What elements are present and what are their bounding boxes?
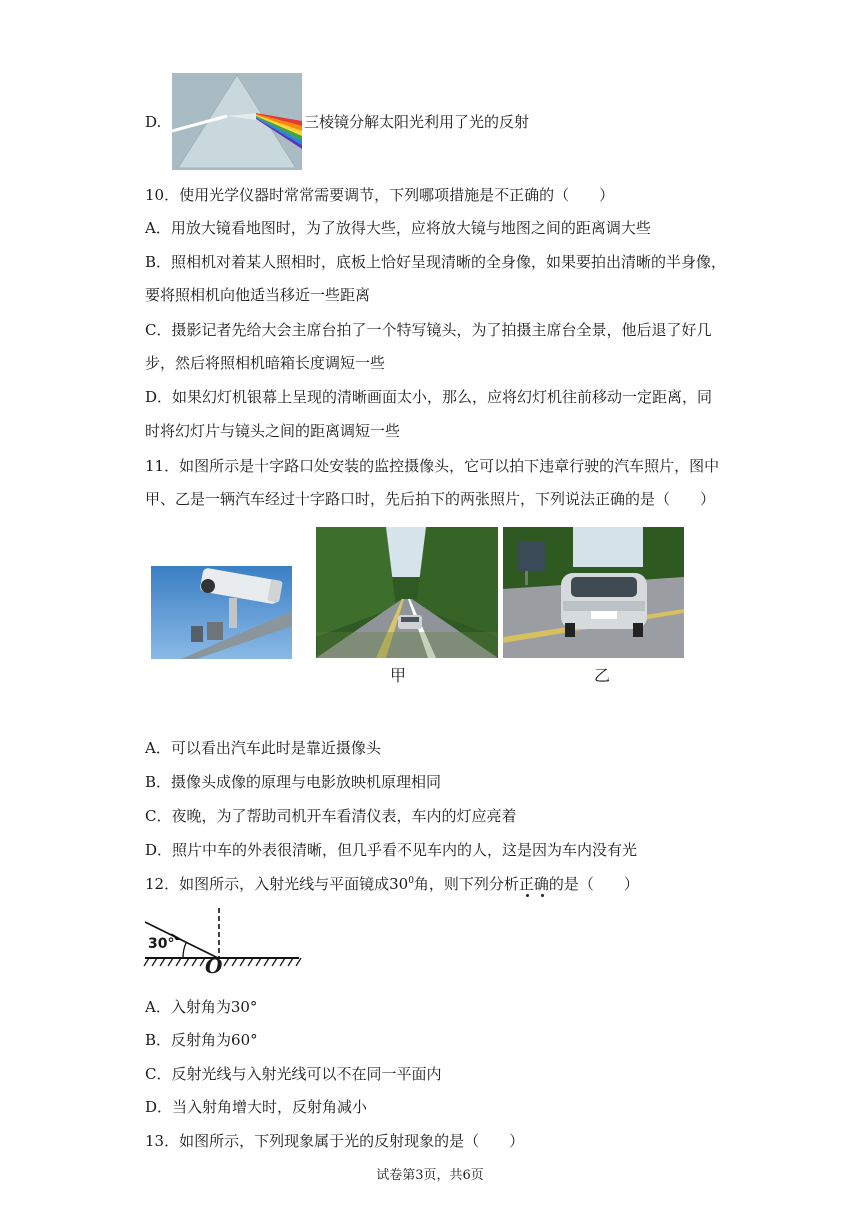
prism-dispersion-image xyxy=(172,73,302,170)
q11-stem-line1: 11．如图所示是十字路口处安装的监控摄像头，它可以拍下违章行驶的汽车照片，图中 xyxy=(145,457,720,475)
q10-option-a: A．用放大镜看地图时，为了放得大些，应将放大镜与地图之间的距离调大些 xyxy=(145,219,651,237)
q11-option-c: C．夜晚，为了帮助司机开车看清仪表，车内的灯应亮着 xyxy=(145,807,517,825)
q12-option-a: A．入射角为30° xyxy=(145,998,258,1016)
q11-option-b: B．摄像头成像的原理与电影放映机原理相同 xyxy=(145,773,442,791)
q9-option-d-label: D. xyxy=(145,113,162,131)
q10-option-c-line2: 步，然后将照相机暗箱长度调短一些 xyxy=(145,354,386,372)
page-footer: 试卷第3页，共6页 xyxy=(376,1168,484,1183)
angle-label: 30° xyxy=(148,936,175,952)
q12-stem-sup: 0 xyxy=(408,876,414,886)
caption-yi: 乙 xyxy=(594,666,611,685)
q10-stem: 10．使用光学仪器时常常需要调节，下列哪项措施是不正确的（ ） xyxy=(145,186,615,204)
q10-option-b-line1: B．照相机对着某人照相时，底板上恰好呈现清晰的全身像，如果要拍出清晰的半身像， xyxy=(145,253,727,271)
q12-stem-post: 角，则下列分析正确的是（ ） xyxy=(413,875,639,893)
q13-stem: 13．如图所示，下列现象属于光的反射现象的是（ ） xyxy=(145,1132,525,1150)
q12-option-b: B．反射角为60° xyxy=(145,1031,258,1049)
q12-option-c: C．反射光线与入射光线可以不在同一平面内 xyxy=(145,1065,442,1083)
photo-jia-car-far xyxy=(316,527,498,658)
q10-option-c-line1: C．摄影记者先给大会主席台拍了一个特写镜头，为了拍摄主席台全景，他后退了好几 xyxy=(145,321,712,339)
surveillance-camera-image xyxy=(151,566,292,659)
emphasis-dot xyxy=(526,894,529,897)
q12-option-d: D．当入射角增大时，反射角减小 xyxy=(145,1098,368,1116)
q11-option-a: A．可以看出汽车此时是靠近摄像头 xyxy=(145,739,381,757)
q10-option-d-line1: D．如果幻灯机银幕上呈现的清晰画面太小，那么，应将幻灯机往前移动一定距离，同 xyxy=(145,388,713,406)
q11-option-d: D．照片中车的外表很清晰，但几乎看不见车内的人，这是因为车内没有光 xyxy=(145,841,638,859)
q12-stem xyxy=(145,871,639,894)
q11-stem-line2: 甲、乙是一辆汽车经过十字路口时，先后拍下的两张照片，下列说法正确的是（ ） xyxy=(145,490,716,508)
q9-option-d-text: 三棱镜分解太阳光利用了光的反射 xyxy=(304,113,530,131)
caption-jia: 甲 xyxy=(390,666,407,685)
photo-yi-car-near xyxy=(503,527,684,658)
emphasis-dot xyxy=(541,894,544,897)
q10-option-b-line2: 要将照相机向他适当移近一些距离 xyxy=(145,286,371,304)
point-o-label: O xyxy=(205,954,223,978)
q12-stem-pre: 12．如图所示，入射光线与平面镜成30 xyxy=(145,875,409,893)
q10-option-d-line2: 时将幻灯片与镜头之间的距离调短一些 xyxy=(145,422,401,440)
